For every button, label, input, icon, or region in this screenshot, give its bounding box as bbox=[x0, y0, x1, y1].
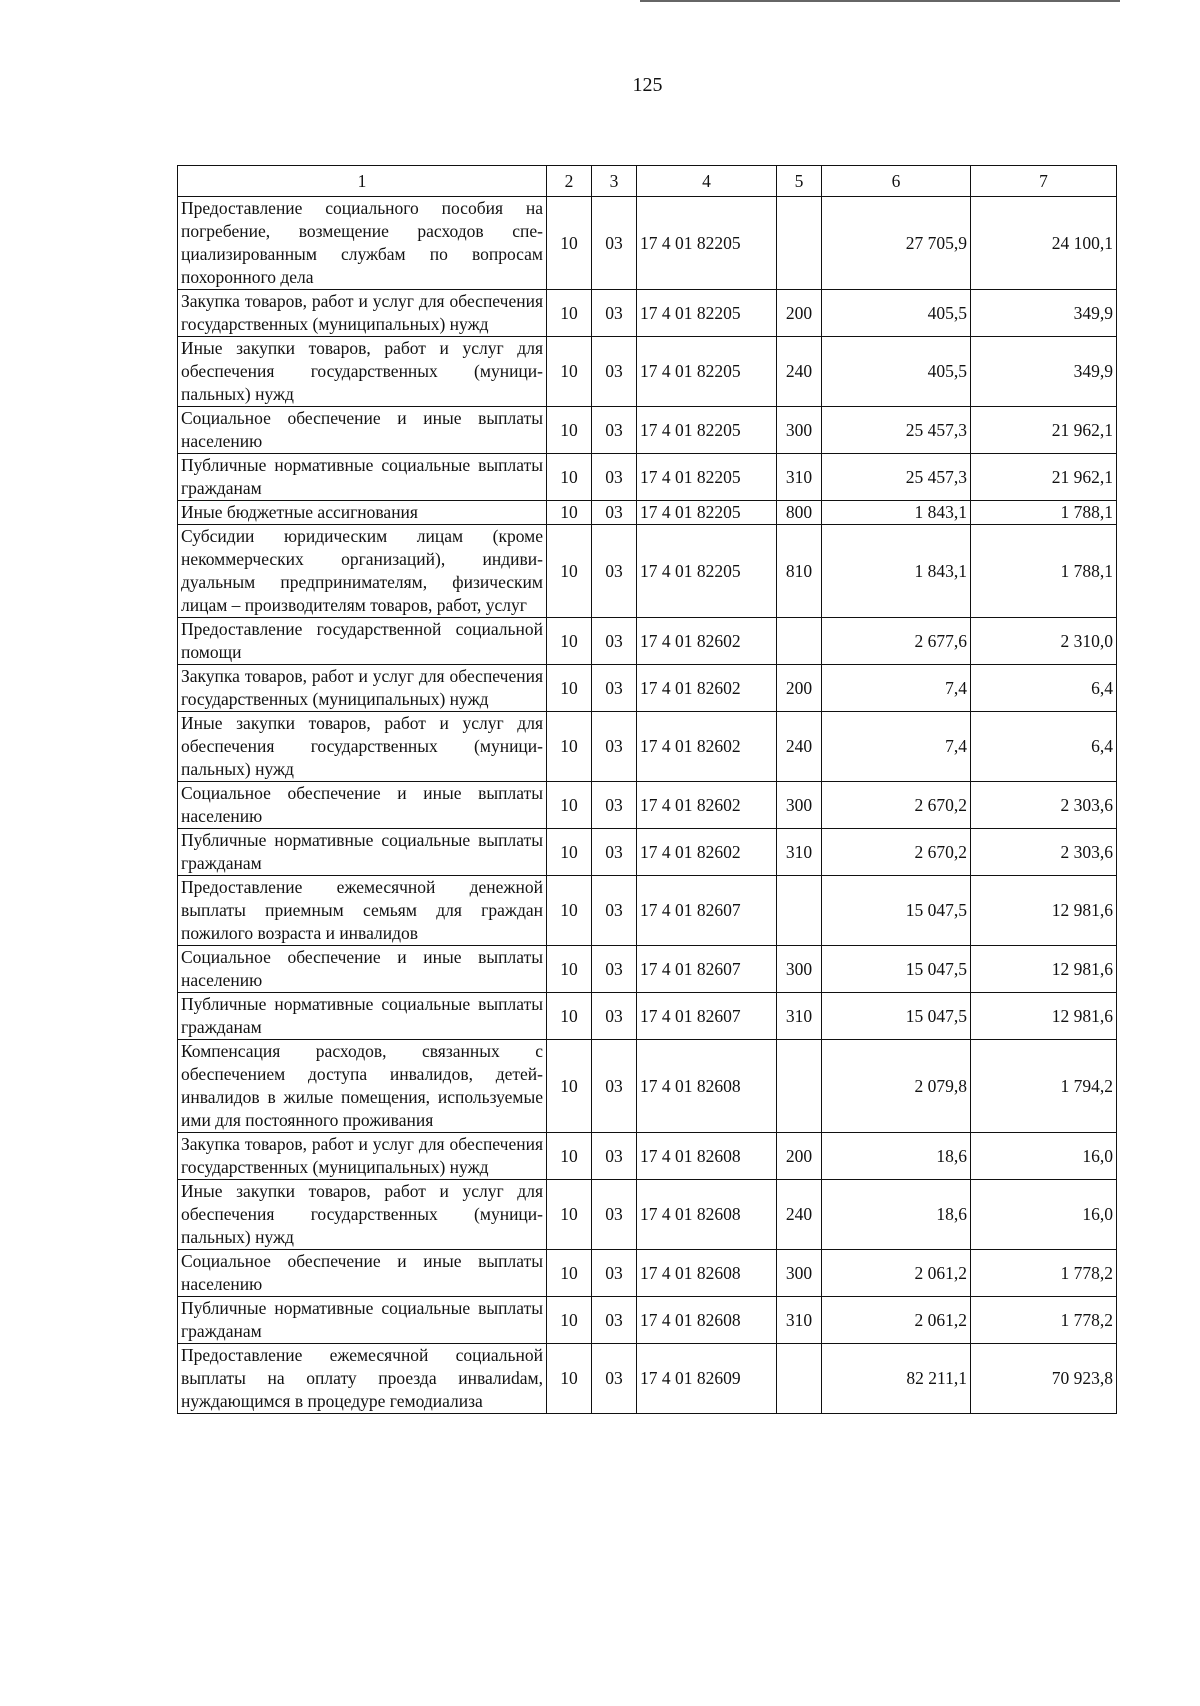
amount-col6-cell: 82 211,1 bbox=[822, 1344, 971, 1414]
row-name-cell: Иные закупки товаров, работ и услуг для обеспечения государственных (муниципальных) нужд bbox=[178, 1180, 547, 1250]
header-col-5: 5 bbox=[777, 166, 822, 197]
target-article-cell: 17 4 01 82607 bbox=[637, 876, 777, 946]
subsection-cell: 03 bbox=[592, 618, 637, 665]
subsection-cell: 03 bbox=[592, 337, 637, 407]
amount-col7-cell: 2 303,6 bbox=[971, 829, 1117, 876]
row-name-cell: Закупка товаров, работ и услуг для обеспечения государственных (муниципальных) нужд bbox=[178, 1133, 547, 1180]
expense-type-cell: 200 bbox=[777, 1133, 822, 1180]
table-row bbox=[178, 876, 1117, 946]
row-name-cell: Закупка товаров, работ и услуг для обеспечения государственных (муниципальных) нужд bbox=[178, 290, 547, 337]
amount-col7-cell: 21 962,1 bbox=[971, 454, 1117, 501]
section-cell: 10 bbox=[547, 876, 592, 946]
amount-col6-cell: 7,4 bbox=[822, 712, 971, 782]
table-row bbox=[178, 1180, 1117, 1250]
subsection-cell: 03 bbox=[592, 1180, 637, 1250]
table-row bbox=[178, 525, 1117, 618]
expense-type-cell bbox=[777, 197, 822, 290]
table-row bbox=[178, 454, 1117, 501]
amount-col6-cell: 25 457,3 bbox=[822, 407, 971, 454]
row-name-cell: Социальное обеспечение и иные выплаты населению bbox=[178, 407, 547, 454]
target-article-cell: 17 4 01 82205 bbox=[637, 454, 777, 501]
amount-col6-cell: 2 079,8 bbox=[822, 1040, 971, 1133]
table-row bbox=[178, 1133, 1117, 1180]
section-cell: 10 bbox=[547, 829, 592, 876]
section-cell: 10 bbox=[547, 782, 592, 829]
amount-col6-cell: 1 843,1 bbox=[822, 501, 971, 525]
amount-col6-cell: 1 843,1 bbox=[822, 525, 971, 618]
expense-type-cell: 310 bbox=[777, 993, 822, 1040]
section-cell: 10 bbox=[547, 1344, 592, 1414]
row-name-cell: Субсидии юридическим лицам (кроме некоммерческих организаций), индивидуальным предпринимателям, физическим лицам – производителям товаров, работ, услуг bbox=[178, 525, 547, 618]
target-article-cell: 17 4 01 82608 bbox=[637, 1133, 777, 1180]
amount-col6-cell: 15 047,5 bbox=[822, 876, 971, 946]
amount-col7-cell: 6,4 bbox=[971, 665, 1117, 712]
amount-col7-cell: 349,9 bbox=[971, 290, 1117, 337]
row-name-cell: Публичные нормативные социальные выплаты гражданам bbox=[178, 1297, 547, 1344]
row-name-cell: Иные бюджетные ассигнования bbox=[178, 501, 547, 525]
amount-col6-cell: 405,5 bbox=[822, 337, 971, 407]
expense-type-cell bbox=[777, 876, 822, 946]
amount-col6-cell: 15 047,5 bbox=[822, 993, 971, 1040]
expense-type-cell: 310 bbox=[777, 454, 822, 501]
expense-type-cell bbox=[777, 618, 822, 665]
table-row bbox=[178, 665, 1117, 712]
section-cell: 10 bbox=[547, 501, 592, 525]
subsection-cell: 03 bbox=[592, 1297, 637, 1344]
target-article-cell: 17 4 01 82205 bbox=[637, 501, 777, 525]
subsection-cell: 03 bbox=[592, 290, 637, 337]
subsection-cell: 03 bbox=[592, 665, 637, 712]
amount-col7-cell: 349,9 bbox=[971, 337, 1117, 407]
row-name-cell: Социальное обеспечение и иные выплаты населению bbox=[178, 1250, 547, 1297]
subsection-cell: 03 bbox=[592, 946, 637, 993]
row-name-cell: Предоставление ежемесячной денежной выплаты приемным семьям для граждан пожилого возраста и инвалидов bbox=[178, 876, 547, 946]
table-header-row bbox=[178, 166, 1117, 197]
section-cell: 10 bbox=[547, 337, 592, 407]
subsection-cell: 03 bbox=[592, 197, 637, 290]
table-row bbox=[178, 618, 1117, 665]
section-cell: 10 bbox=[547, 618, 592, 665]
subsection-cell: 03 bbox=[592, 712, 637, 782]
table-row bbox=[178, 197, 1117, 290]
subsection-cell: 03 bbox=[592, 501, 637, 525]
subsection-cell: 03 bbox=[592, 993, 637, 1040]
target-article-cell: 17 4 01 82602 bbox=[637, 712, 777, 782]
target-article-cell: 17 4 01 82607 bbox=[637, 946, 777, 993]
header-col-7: 7 bbox=[971, 166, 1117, 197]
expense-type-cell: 240 bbox=[777, 1180, 822, 1250]
target-article-cell: 17 4 01 82607 bbox=[637, 993, 777, 1040]
amount-col6-cell: 2 670,2 bbox=[822, 782, 971, 829]
amount-col7-cell: 1 788,1 bbox=[971, 501, 1117, 525]
subsection-cell: 03 bbox=[592, 407, 637, 454]
row-name-cell: Предоставление ежемесячной социальной выплаты на оплату проезда инвалиdам, нуждающимся в процедуре гемодиализа bbox=[178, 1344, 547, 1414]
expense-type-cell: 310 bbox=[777, 1297, 822, 1344]
section-cell: 10 bbox=[547, 1040, 592, 1133]
amount-col6-cell: 2 061,2 bbox=[822, 1250, 971, 1297]
expense-type-cell bbox=[777, 1344, 822, 1414]
section-cell: 10 bbox=[547, 1250, 592, 1297]
table-row bbox=[178, 1040, 1117, 1133]
section-cell: 10 bbox=[547, 1297, 592, 1344]
amount-col6-cell: 18,6 bbox=[822, 1180, 971, 1250]
table-row bbox=[178, 1344, 1117, 1414]
expense-type-cell: 300 bbox=[777, 407, 822, 454]
amount-col6-cell: 27 705,9 bbox=[822, 197, 971, 290]
expense-type-cell: 240 bbox=[777, 712, 822, 782]
amount-col6-cell: 405,5 bbox=[822, 290, 971, 337]
amount-col7-cell: 12 981,6 bbox=[971, 876, 1117, 946]
table-row bbox=[178, 290, 1117, 337]
amount-col7-cell: 1 788,1 bbox=[971, 525, 1117, 618]
amount-col7-cell: 70 923,8 bbox=[971, 1344, 1117, 1414]
target-article-cell: 17 4 01 82602 bbox=[637, 782, 777, 829]
amount-col7-cell: 1 778,2 bbox=[971, 1297, 1117, 1344]
section-cell: 10 bbox=[547, 946, 592, 993]
amount-col7-cell: 1 778,2 bbox=[971, 1250, 1117, 1297]
table-row bbox=[178, 1250, 1117, 1297]
amount-col6-cell: 2 061,2 bbox=[822, 1297, 971, 1344]
subsection-cell: 03 bbox=[592, 454, 637, 501]
header-col-4: 4 bbox=[637, 166, 777, 197]
amount-col7-cell: 1 794,2 bbox=[971, 1040, 1117, 1133]
row-name-cell: Публичные нормативные социальные выплаты гражданам bbox=[178, 993, 547, 1040]
target-article-cell: 17 4 01 82205 bbox=[637, 407, 777, 454]
expense-type-cell: 310 bbox=[777, 829, 822, 876]
header-col-3: 3 bbox=[592, 166, 637, 197]
section-cell: 10 bbox=[547, 454, 592, 501]
row-name-cell: Социальное обеспечение и иные выплаты населению bbox=[178, 946, 547, 993]
table-row bbox=[178, 946, 1117, 993]
section-cell: 10 bbox=[547, 1133, 592, 1180]
amount-col7-cell: 24 100,1 bbox=[971, 197, 1117, 290]
amount-col7-cell: 12 981,6 bbox=[971, 993, 1117, 1040]
row-name-cell: Закупка товаров, работ и услуг для обеспечения государственных (муниципальных) нужд bbox=[178, 665, 547, 712]
table-row bbox=[178, 1297, 1117, 1344]
budget-table bbox=[177, 165, 1117, 1414]
subsection-cell: 03 bbox=[592, 1040, 637, 1133]
target-article-cell: 17 4 01 82602 bbox=[637, 829, 777, 876]
row-name-cell: Публичные нормативные социальные выплаты гражданам bbox=[178, 454, 547, 501]
target-article-cell: 17 4 01 82609 bbox=[637, 1344, 777, 1414]
row-name-cell: Социальное обеспечение и иные выплаты населению bbox=[178, 782, 547, 829]
row-name-cell: Иные закупки товаров, работ и услуг для обеспечения государственных (муниципальных) нужд bbox=[178, 337, 547, 407]
subsection-cell: 03 bbox=[592, 782, 637, 829]
table-row bbox=[178, 712, 1117, 782]
row-name-cell: Публичные нормативные социальные выплаты гражданам bbox=[178, 829, 547, 876]
expense-type-cell: 300 bbox=[777, 1250, 822, 1297]
expense-type-cell: 300 bbox=[777, 782, 822, 829]
amount-col6-cell: 2 670,2 bbox=[822, 829, 971, 876]
expense-type-cell: 300 bbox=[777, 946, 822, 993]
target-article-cell: 17 4 01 82602 bbox=[637, 665, 777, 712]
amount-col7-cell: 6,4 bbox=[971, 712, 1117, 782]
amount-col6-cell: 7,4 bbox=[822, 665, 971, 712]
target-article-cell: 17 4 01 82608 bbox=[637, 1180, 777, 1250]
target-article-cell: 17 4 01 82608 bbox=[637, 1250, 777, 1297]
subsection-cell: 03 bbox=[592, 1344, 637, 1414]
section-cell: 10 bbox=[547, 1180, 592, 1250]
row-name-cell: Иные закупки товаров, работ и услуг для обеспечения государственных (муниципальных) нужд bbox=[178, 712, 547, 782]
expense-type-cell: 200 bbox=[777, 290, 822, 337]
amount-col6-cell: 18,6 bbox=[822, 1133, 971, 1180]
subsection-cell: 03 bbox=[592, 876, 637, 946]
subsection-cell: 03 bbox=[592, 525, 637, 618]
header-col-2: 2 bbox=[547, 166, 592, 197]
target-article-cell: 17 4 01 82602 bbox=[637, 618, 777, 665]
table-row bbox=[178, 407, 1117, 454]
amount-col6-cell: 25 457,3 bbox=[822, 454, 971, 501]
table-row bbox=[178, 501, 1117, 525]
target-article-cell: 17 4 01 82608 bbox=[637, 1040, 777, 1133]
subsection-cell: 03 bbox=[592, 829, 637, 876]
section-cell: 10 bbox=[547, 712, 592, 782]
amount-col7-cell: 21 962,1 bbox=[971, 407, 1117, 454]
table-row bbox=[178, 782, 1117, 829]
amount-col7-cell: 2 303,6 bbox=[971, 782, 1117, 829]
amount-col7-cell: 16,0 bbox=[971, 1133, 1117, 1180]
amount-col7-cell: 16,0 bbox=[971, 1180, 1117, 1250]
target-article-cell: 17 4 01 82608 bbox=[637, 1297, 777, 1344]
target-article-cell: 17 4 01 82205 bbox=[637, 525, 777, 618]
section-cell: 10 bbox=[547, 407, 592, 454]
target-article-cell: 17 4 01 82205 bbox=[637, 337, 777, 407]
expense-type-cell: 800 bbox=[777, 501, 822, 525]
expense-type-cell: 200 bbox=[777, 665, 822, 712]
target-article-cell: 17 4 01 82205 bbox=[637, 197, 777, 290]
expense-type-cell: 810 bbox=[777, 525, 822, 618]
expense-type-cell bbox=[777, 1040, 822, 1133]
target-article-cell: 17 4 01 82205 bbox=[637, 290, 777, 337]
amount-col6-cell: 15 047,5 bbox=[822, 946, 971, 993]
header-col-6: 6 bbox=[822, 166, 971, 197]
subsection-cell: 03 bbox=[592, 1250, 637, 1297]
section-cell: 10 bbox=[547, 665, 592, 712]
row-name-cell: Предоставление государственной социальной помощи bbox=[178, 618, 547, 665]
subsection-cell: 03 bbox=[592, 1133, 637, 1180]
amount-col7-cell: 2 310,0 bbox=[971, 618, 1117, 665]
expense-type-cell: 240 bbox=[777, 337, 822, 407]
table-row bbox=[178, 829, 1117, 876]
section-cell: 10 bbox=[547, 525, 592, 618]
section-cell: 10 bbox=[547, 290, 592, 337]
page-number: 125 bbox=[632, 74, 663, 96]
top-edge-line bbox=[640, 0, 1120, 2]
row-name-cell: Компенсация расходов, связанных с обеспечением доступа инвалидов, детей-инвалидов в жилые помещения, используемые ими для постоянного проживания bbox=[178, 1040, 547, 1133]
table-body bbox=[178, 197, 1117, 1414]
table-row bbox=[178, 337, 1117, 407]
table-row bbox=[178, 993, 1117, 1040]
header-col-1: 1 bbox=[178, 166, 547, 197]
section-cell: 10 bbox=[547, 993, 592, 1040]
amount-col6-cell: 2 677,6 bbox=[822, 618, 971, 665]
section-cell: 10 bbox=[547, 197, 592, 290]
row-name-cell: Предоставление социального пособия на погребение, возмещение расходов специализированным службам по вопросам похоронного дела bbox=[178, 197, 547, 290]
amount-col7-cell: 12 981,6 bbox=[971, 946, 1117, 993]
